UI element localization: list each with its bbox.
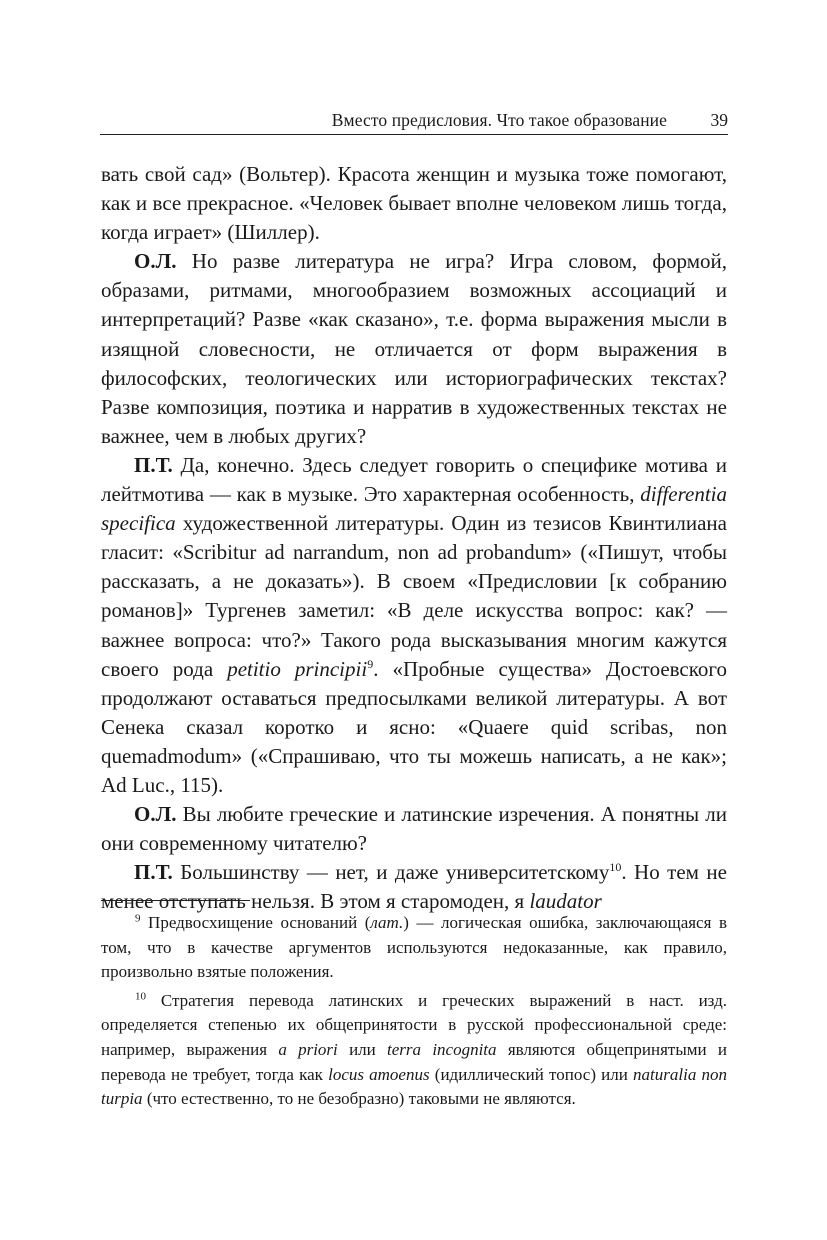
footnote-10-text-a: Стратегия перевода латинских и греческих выражений в наст. изд. определяется степенью их общепринятости в русской профессиональной среде: например, выражения (101, 990, 727, 1059)
footnote-10-italic-a: a priori (278, 1039, 338, 1059)
footnote-number: 10 (135, 990, 146, 1003)
speaker-label: П.Т. (134, 860, 173, 885)
header-rule (100, 134, 728, 135)
paragraph-5 (101, 858, 727, 916)
footnotes (101, 911, 727, 1112)
paragraph-5-text-a: Большинству — нет, и даже университетскому (172, 860, 610, 885)
paragraph-1-text: вать свой сад» (Вольтер). Красота женщин и музыка тоже помогают, как и все прекрасное. «Человек бывает вполне человеком лишь тогда, когда играет» (Шиллер). (101, 162, 727, 245)
footnote-10-text-c: являются общепринятыми и перевода не требует, тогда как (101, 1039, 727, 1084)
main-text (101, 160, 727, 916)
footnote-rule (101, 900, 250, 901)
paragraph-3-text-b: художественной литературы. Один из тезисов Квинтилиана гласит: «Scribitur ad narrandum, non ad probandum» («Пишут, чтобы рассказать, а не доказать»). В своем «Предисловии [к собранию романов]» Тургенев заметил: «В деле искусства вопрос: как? — важнее вопроса: что?» Такого рода высказывания многим кажутся своего рода (101, 511, 727, 681)
footnote-10-text-e: (что естественно, то не безобразно) таковыми не являются. (142, 1089, 576, 1109)
footnote-10-text-d: (идиллический топос) или (429, 1064, 634, 1084)
footnote-10-italic-b: terra incognita (387, 1039, 497, 1059)
speaker-label: О.Л. (134, 802, 177, 827)
paragraph-4-text: Вы любите греческие и латинские изречения. А понятны ли они современному читателю? (101, 802, 727, 856)
running-head (100, 108, 728, 134)
speaker-label: П.Т. (134, 452, 173, 477)
paragraph-2 (101, 247, 727, 451)
paragraph-2-text: Но разве литература не игра? Игра словом, формой, образами, ритмами, многообразием возможных ассоциаций и интерпретаций? Разве «как сказано», т.е. форма выражения мысли в изящной словесности, не отличается от форм выражения в философских, теологических или историографических текстах? Разве композиция, поэтика и нарратив в художественных текстах не важнее, чем в любых других? (101, 249, 727, 448)
paragraph-1 (101, 160, 727, 247)
speaker-label: О.Л. (134, 249, 177, 274)
footnote-ref-10[interactable]: 10 (609, 860, 622, 875)
paragraph-3-italic-b: petitio principii (227, 656, 368, 681)
page-number: 39 (710, 110, 728, 130)
paragraph-5-italic: laudator (529, 889, 602, 914)
footnote-9-text-a: Предвосхищение оснований ( (140, 913, 371, 932)
footnote-10-text-b: или (337, 1039, 388, 1059)
footnote-9 (101, 911, 727, 985)
paragraph-3-italic-a: differentia specifica (101, 482, 727, 536)
paragraph-4 (101, 800, 727, 858)
footnote-9-italic: лат. (370, 913, 404, 932)
footnote-10 (101, 989, 727, 1112)
paragraph-3 (101, 451, 727, 800)
footnote-ref-9[interactable]: 9 (367, 656, 374, 671)
paragraph-3-text-c: . «Пробные существа» Достоевского продолжают оставаться предпосылками великой литературы. А вот Сенека сказал коротко и ясно: «Quaere quid scribas, non quemadmodum» («Спрашиваю, что ты можешь написать, а не как»; Ad Luc., 115). (101, 656, 727, 797)
paragraph-5-text-b: . Но тем не менее отступать нельзя. В этом я старомоден, я (101, 860, 727, 914)
running-title: Вместо предисловия. Что такое образование (331, 110, 667, 130)
footnote-10-italic-c: locus amoenus (328, 1064, 430, 1084)
footnote-10-italic-d: naturalia non turpia (101, 1064, 727, 1109)
footnote-9-text-b: ) — логическая ошибка, заключающаяся в том, что в качестве аргументов используются недоказанные, как правило, произвольно взятые положения. (101, 913, 727, 982)
paragraph-3-text-a: Да, конечно. Здесь следует говорить о специфике мотива и лейтмотива — как в музыке. Это характерная особенность, (101, 452, 727, 507)
footnote-number: 9 (135, 912, 141, 925)
